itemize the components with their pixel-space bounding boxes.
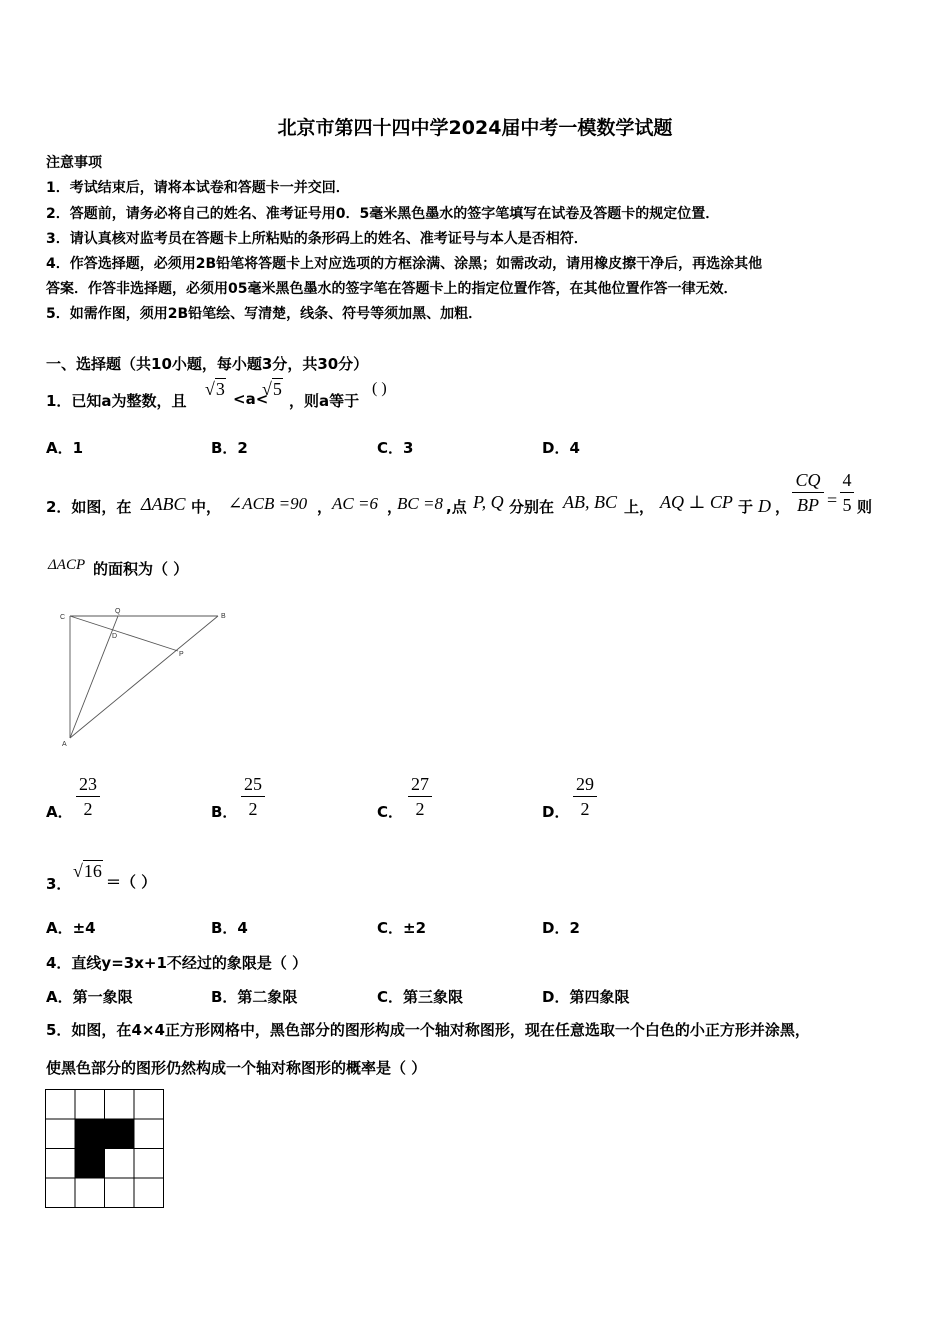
q2-text: 上， xyxy=(624,498,655,516)
q1-sqrt-3: √3 xyxy=(205,379,225,399)
notice-line: 1．考试结束后，请将本试卷和答题卡一并交回． xyxy=(46,180,350,196)
q1-sqrt-5: √5 xyxy=(262,379,282,399)
notice-line: 5．如需作图，须用2B铅笔绘、写清楚，线条、符号等须加黑、加粗． xyxy=(46,306,483,322)
q1-prefix: 1．已知a为整数，且 xyxy=(46,392,187,410)
q3-suffix: ＝（ ） xyxy=(106,873,157,891)
q2-math: BC =8 xyxy=(397,494,443,513)
q2-text: 分别在 xyxy=(509,498,555,516)
q2-text: 2．如图，在 xyxy=(46,498,132,516)
q2-fraction-4-5: 4 5 xyxy=(840,470,854,515)
notice-line: 答案．作答非选择题，必须用05毫米黑色墨水的签字笔在答题卡上的指定位置作答，在其他位置作答一律无效． xyxy=(46,281,738,297)
q4-option-c: C．第三象限 xyxy=(377,988,464,1006)
grid-cell-white xyxy=(134,1090,164,1120)
grid-cell-white xyxy=(105,1090,135,1120)
notice-line: 3．请认真核对监考员在答题卡上所粘贴的条形码上的姓名、准考证号与本人是否相符． xyxy=(46,231,588,247)
q2-text: ,点 xyxy=(446,498,467,516)
q2-equals: = xyxy=(827,490,838,510)
grid-cell-white xyxy=(105,1149,135,1179)
grid-cell-black xyxy=(75,1119,105,1149)
grid-cell-white xyxy=(75,1090,105,1120)
q2-option-c-fraction: 27 2 xyxy=(408,774,432,819)
grid-cell-white xyxy=(46,1090,76,1120)
section-heading: 一、选择题（共10小题，每小题3分，共30分） xyxy=(46,355,369,373)
q1-mid: <a< xyxy=(233,390,269,408)
q2-option-d-fraction: 29 2 xyxy=(573,774,597,819)
q2-text: 于 xyxy=(738,498,754,516)
label-q: Q xyxy=(115,608,121,615)
label-b: B xyxy=(221,613,226,620)
q2-option-a-fraction: 23 2 xyxy=(76,774,100,819)
q1-option-a: A．1 xyxy=(46,439,84,457)
q2-option-b-fraction: 25 2 xyxy=(241,774,265,819)
q2-text: ， xyxy=(775,498,791,516)
grid-cell-white xyxy=(75,1178,105,1208)
notice-line: 2．答题前，请务必将自己的姓名、准考证号用0．5毫米黑色墨水的签字笔填写在试卷及答题卡的规定位置． xyxy=(46,206,720,222)
q3-option-c: C．±2 xyxy=(377,919,427,937)
label-a: A xyxy=(62,741,67,748)
page-title: 北京市第四十四中学2024届中考一模数学试题 xyxy=(277,117,673,139)
q2-fraction-cq-bp: CQ BP xyxy=(792,470,824,515)
q2-option-b-label: B． xyxy=(211,803,238,821)
grid-cell-black xyxy=(105,1119,135,1149)
notice-heading: 注意事项 xyxy=(46,155,102,171)
grid-cell-white xyxy=(134,1178,164,1208)
q1-suffix: ，则a等于 xyxy=(289,392,360,410)
q2-option-d-label: D． xyxy=(542,803,570,821)
q2-math: P, Q xyxy=(473,492,504,512)
q4-option-a: A．第一象限 xyxy=(46,988,133,1006)
label-p: P xyxy=(179,651,184,658)
notice-line: 4．作答选择题，必须用2B铅笔将答题卡上对应选项的方框涂满、涂黑；如需改动，请用橡皮擦干净后，再选涂其他 xyxy=(46,256,763,272)
q2-text: 中， xyxy=(191,498,222,516)
q3-prefix: 3． xyxy=(46,875,72,893)
q2-math: ∠ACB =90 xyxy=(228,494,308,513)
grid-figure xyxy=(45,1089,166,1209)
q1-option-d: D．4 xyxy=(542,439,580,457)
q2-math: ΔACP xyxy=(48,557,86,573)
grid-cell-white xyxy=(46,1149,76,1179)
q4-option-d: D．第四象限 xyxy=(542,988,630,1006)
q2-option-c-label: C． xyxy=(377,803,404,821)
q5-line2: 使黑色部分的图形仍然构成一个轴对称图形的概率是（ ） xyxy=(46,1059,427,1077)
label-d: D xyxy=(112,633,118,640)
q2-math: AB, BC xyxy=(563,492,617,512)
label-c: C xyxy=(60,614,66,621)
q2-text: ， xyxy=(387,498,403,516)
grid-cell-white xyxy=(105,1178,135,1208)
q4-text: 4．直线y=3x+1不经过的象限是（ ） xyxy=(46,954,308,972)
q2-math: AQ ⊥ CP xyxy=(660,492,733,512)
q2-option-a-label: A． xyxy=(46,803,73,821)
q3-option-b: B．4 xyxy=(211,919,248,937)
q2-math: ΔABC xyxy=(141,494,186,514)
grid-cell-white xyxy=(134,1149,164,1179)
q1-option-b: B．2 xyxy=(211,439,248,457)
grid-cell-white xyxy=(134,1119,164,1149)
grid-cell-white xyxy=(46,1119,76,1149)
grid-cell-white xyxy=(46,1178,76,1208)
q2-text: 则 xyxy=(857,498,873,516)
q3-option-d: D．2 xyxy=(542,919,580,937)
q2-text: ， xyxy=(317,498,333,516)
q2-line2: 的面积为（ ） xyxy=(93,560,189,578)
q1-answer-paren: ( ) xyxy=(372,380,387,397)
q2-math: D xyxy=(758,496,771,516)
q4-option-b: B．第二象限 xyxy=(211,988,298,1006)
q2-math: AC =6 xyxy=(332,494,378,513)
q3-option-a: A．±4 xyxy=(46,919,96,937)
q3-sqrt-16: √16 xyxy=(73,861,102,881)
triangle-figure xyxy=(56,604,236,749)
q5-line1: 5．如图，在4×4正方形网格中，黑色部分的图形构成一个轴对称图形，现在任意选取一个白色的小正方形并涂黑， xyxy=(46,1021,810,1039)
grid-cell-black xyxy=(75,1149,105,1179)
q1-option-c: C．3 xyxy=(377,439,414,457)
